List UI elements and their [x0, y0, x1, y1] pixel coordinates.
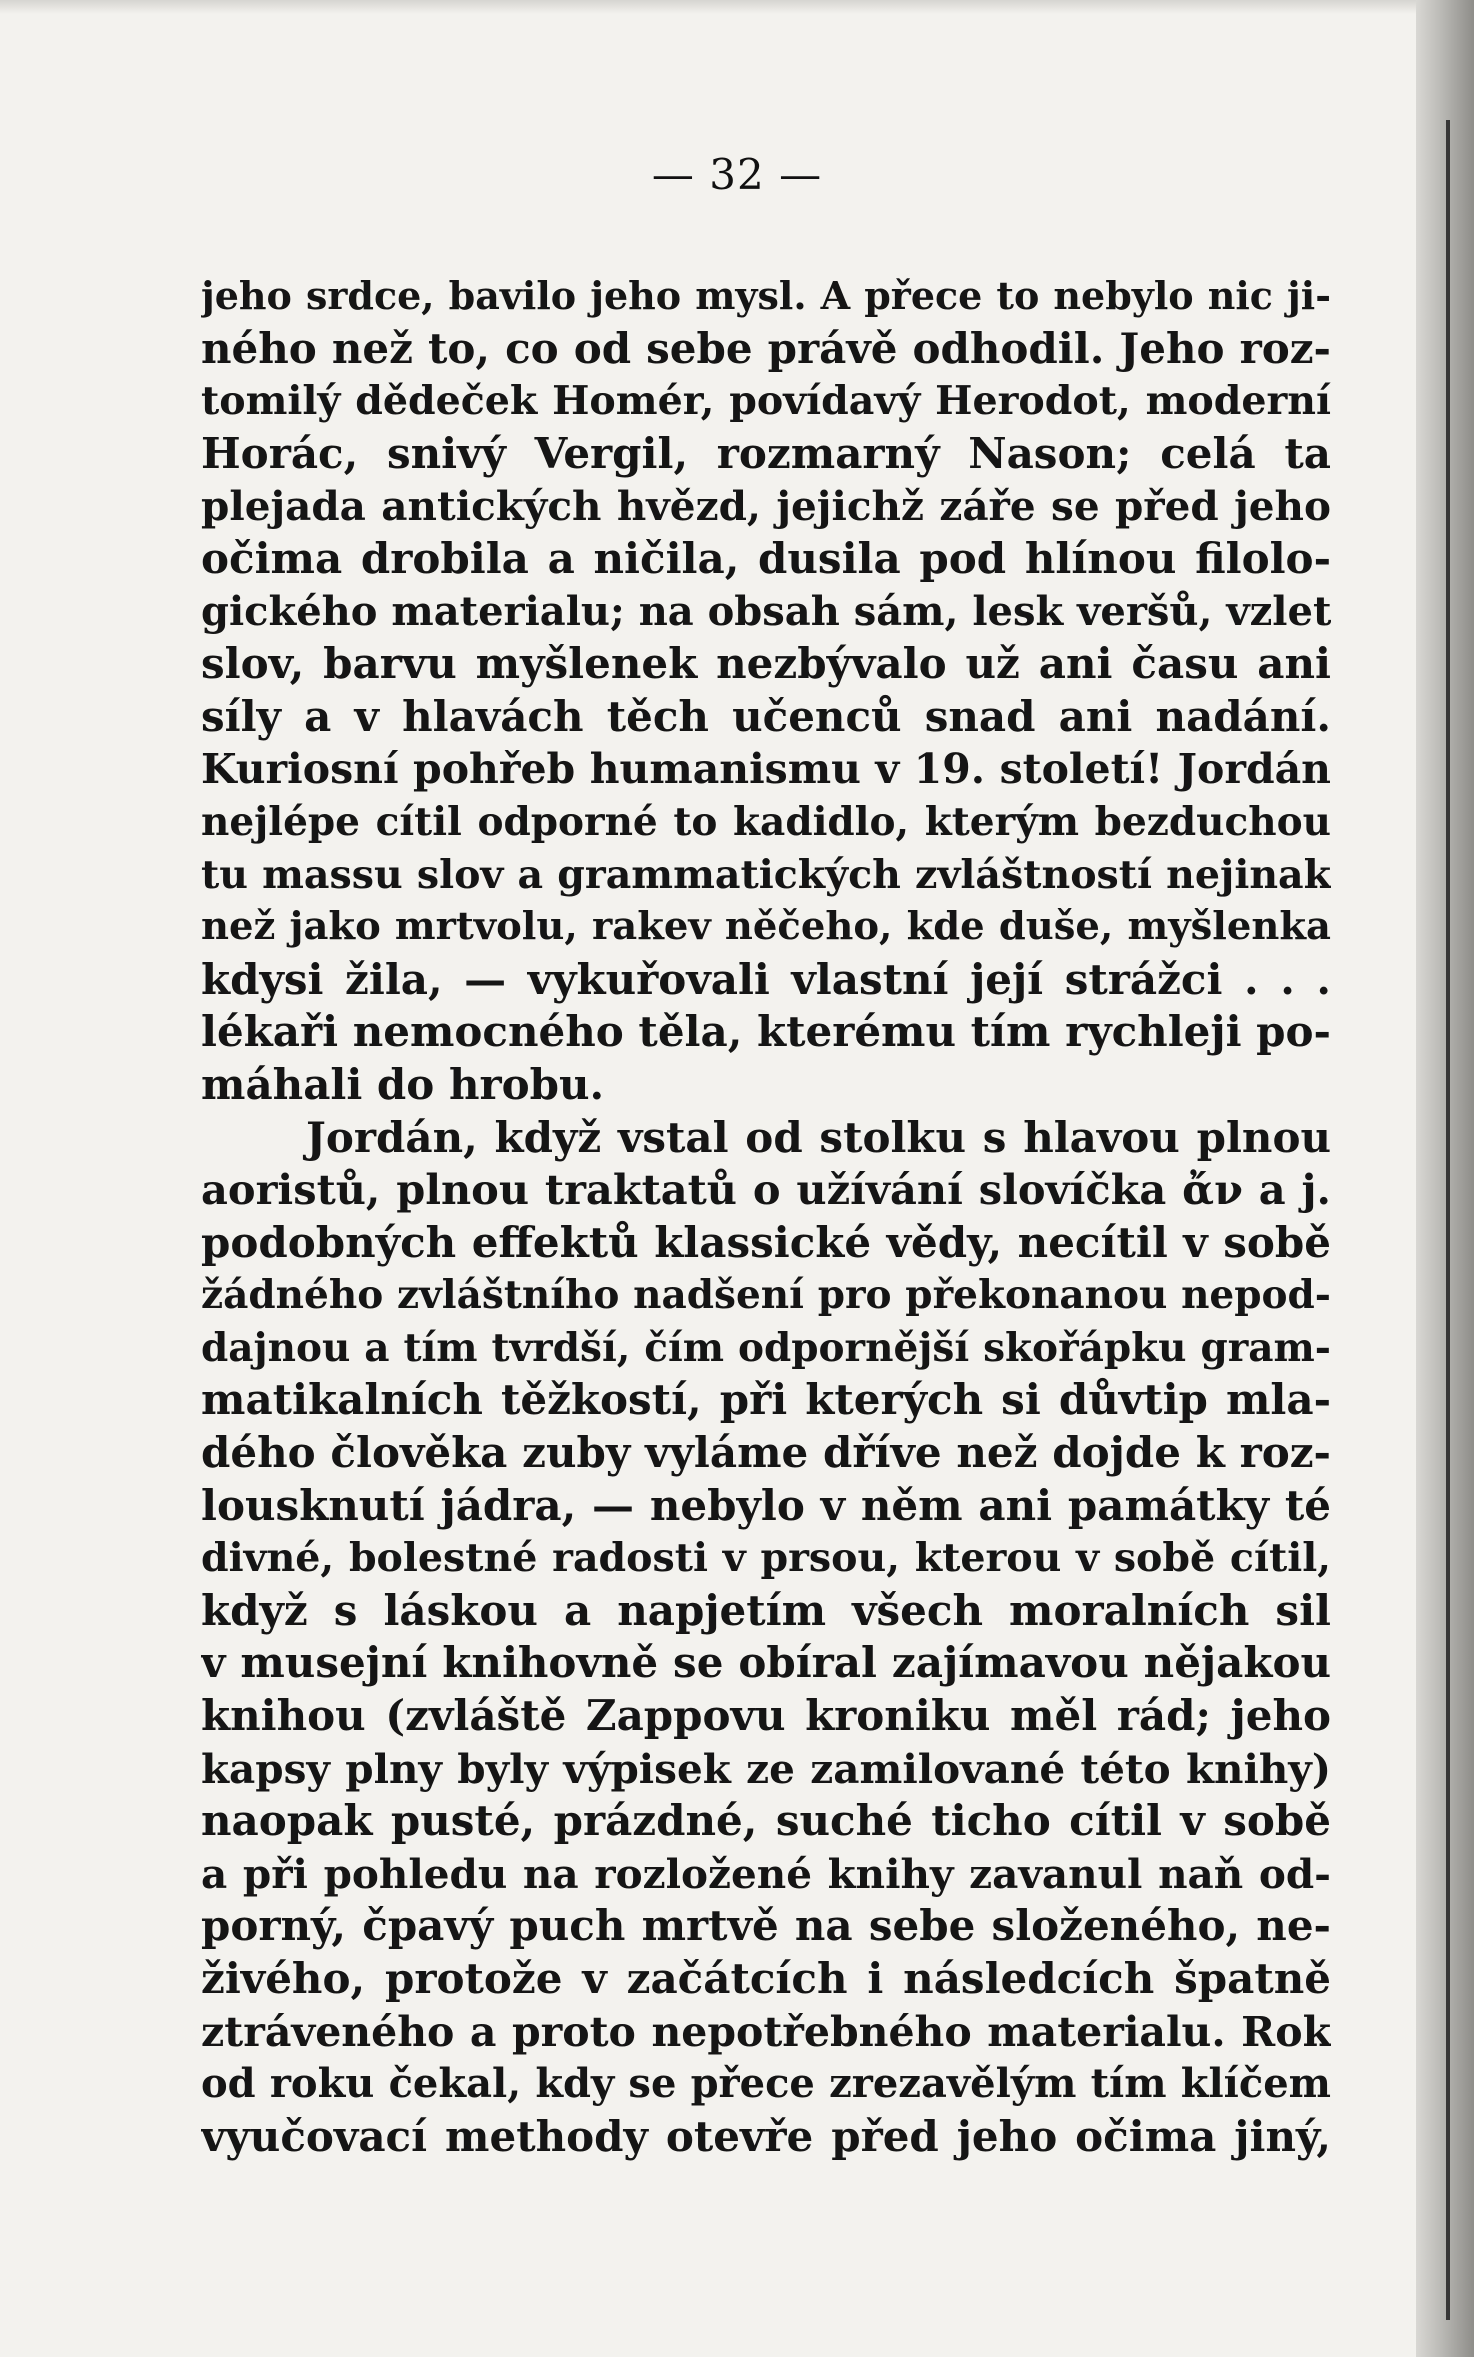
text-line: síly a v hlavách těch učenců snad ani nadání. — [201, 691, 1331, 741]
text-line: očima drobila a ničila, dusila pod hlínou filolo- — [201, 533, 1331, 583]
text-line: divné, bolestné radosti v prsou, kterou v sobě cítil, — [201, 1535, 1331, 1582]
page-number: — 32 — — [651, 150, 823, 199]
text-line: máhali do hrobu. — [201, 1059, 605, 1109]
text-line: tomilý dědeček Homér, povídavý Herodot, moderní — [201, 378, 1331, 425]
page-top-shadow — [0, 0, 1474, 14]
text-line: kapsy plny byly výpisek ze zamilované této knihy) — [201, 1744, 1331, 1793]
text-line: lékaři nemocného těla, kterému tím rychleji po- — [201, 1007, 1331, 1057]
text-line: žádného zvláštního nadšení pro překonanou nepod- — [201, 1272, 1331, 1319]
text-line: od roku čekal, kdy se přece zrezavělým tím klíčem — [201, 2060, 1331, 2108]
text-line: nejlépe cítil odporné to kadidlo, kterým bezduchou — [201, 798, 1331, 845]
text-line: dajnou a tím tvrdší, čím odpornější skořápku gram- — [201, 1324, 1331, 1371]
text-line: Horác, snivý Vergil, rozmarný Nason; celá ta — [201, 428, 1331, 478]
text-line: dého člověka zuby vyláme dříve než dojde k roz- — [201, 1428, 1331, 1478]
text-line: gického materialu; na obsah sám, lesk veršů, vzlet — [201, 587, 1331, 635]
text-line: porný, čpavý puch mrtvě na sebe složeného, ne- — [201, 1901, 1331, 1951]
text-line: než jako mrtvolu, rakev něčeho, kde duše, myšlenka — [201, 904, 1331, 950]
text-line: vyučovací methody otevře před jeho očima jiný, — [201, 2111, 1331, 2161]
text-line: knihou (zvláště Zappovu kroniku měl rád; jeho — [201, 1691, 1331, 1741]
text-line: podobných effektů klassické vědy, necítil v sobě — [201, 1217, 1331, 1267]
text-line: matikalních těžkostí, při kterých si důvtip mla- — [201, 1375, 1331, 1425]
text-line: kdysi žila, — vykuřovali vlastní její strážci . . . — [201, 954, 1331, 1004]
paragraph-start-line: Jordán, když vstal od stolku s hlavou plnou — [306, 1112, 1331, 1162]
text-line: tu massu slov a grammatických zvláštností nejinak — [201, 851, 1331, 898]
text-line: plejada antických hvězd, jejichž záře se před jeho — [201, 482, 1331, 531]
text-line: ztráveného a proto nepotřebného materialu. Rok — [201, 2007, 1331, 2056]
text-line: Kuriosní pohřeb humanismu v 19. století! Jordán — [201, 745, 1331, 794]
text-line: v musejní knihovně se obíral zajímavou nějakou — [201, 1638, 1331, 1688]
text-line: slov, barvu myšlenek nezbývalo už ani času ani — [201, 639, 1331, 689]
binding-edge — [1446, 120, 1450, 2320]
page-edge-shadow — [1416, 0, 1474, 2357]
text-line: aoristů, plnou traktatů o užívání slovíčka ἄν a j. — [201, 1165, 1331, 1215]
text-line: živého, protože v začátcích i následcích špatně — [201, 1954, 1331, 2003]
text-line: a při pohledu na rozložené knihy zavanul naň od- — [201, 1849, 1331, 1898]
text-line: jeho srdce, bavilo jeho mysl. A přece to nebylo nic ji- — [201, 273, 1331, 318]
text-line: naopak pusté, prázdné, suché ticho cítil v sobě — [201, 1796, 1331, 1846]
text-line: když s láskou a napjetím všech moralních sil — [201, 1585, 1331, 1635]
text-line: lousknutí jádra, — nebylo v něm ani památky té — [201, 1480, 1331, 1530]
text-line: ného než to, co od sebe právě odhodil. Jeho roz- — [201, 323, 1331, 373]
body-text — [201, 270, 1331, 2163]
